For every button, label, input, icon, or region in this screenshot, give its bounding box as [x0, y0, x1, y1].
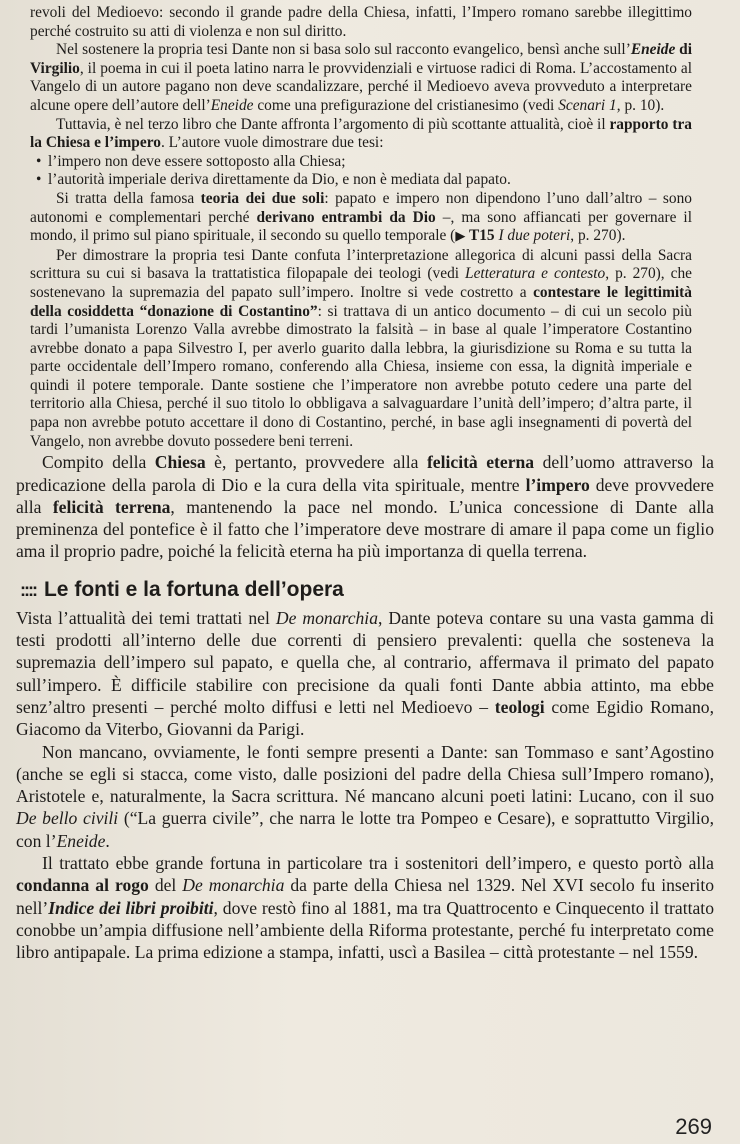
list-item: • l’impero non deve essere sottoposto alla Chiesa; — [48, 153, 692, 172]
list-item: • l’autorità imperiale deriva direttamente da Dio, e non è mediata dal papato. — [48, 171, 692, 190]
paragraph-4: Per dimostrare la propria tesi Dante confuta l’interpretazione allegorica di alcuni passi della Sacra scrittura su cui si basava la trattatistica filopapale dei teologi (vedi Letteratura e contesto, p. 270), che sostenevano la supremazia del papato sull’impero. Inoltre si vede costretto a contestare le legittimità della cosiddetta “donazione di Costantino”: si trattava di un antico documento – di cui un secolo più tardi l’umanista Lorenzo Valla avrebbe dimostrato la falsità – in base al quale l’imperatore Costantino avrebbe donato a papa Silvestro I, per averlo guarito dalla lebbra, la giurisdizione su Roma e su tutta la parte occidentale dell’Impero romano, conferendo alla Chiesa, insieme con essa, la dignità imperiale e quindi il potere temporale. Dante sostiene che l’imperatore non avrebbe potuto cedere una parte del territorio alla Chiesa, perché il suo titolo lo obbligava a salvaguardare l’unità dell’impero; d’altra parte, il papa non avrebbe potuto accettare il dono di Costantino, perché, in base agli insegnamenti di povertà del Vangelo, non avrebbe dovuto possedere beni terreni. — [30, 246, 693, 450]
page-number: 269 — [675, 1114, 712, 1139]
paragraph-6: Vista l’attualità dei temi trattati nel De monarchia, Dante poteva contare su una vasta gamma di testi prodotti all’interno delle due correnti di pensiero prevalenti: quella che sosteneva la supremazia dell’impero sul papato, e quella che, al contrario, affermava il primato del papato sull’impero. È difficile stabilire con precisione da quali fonti Dante abbia attinto, ma ebbe senz’altro presenti – perché molto diffusi e letti nel Medioevo – teologi come Egidio Romano, Giacomo da Viterbo, Giovanni da Parigi. — [16, 607, 714, 740]
paragraph-5: Compito della Chiesa è, pertanto, provvedere alla felicità eterna dell’uomo attraverso la predicazione della parola di Dio e la cura della vita spirituale, mentre l’impero deve provvedere alla felicità terrena, mantenendo la pace nel mondo. L’unica concessione di Dante alla preminenza del pontefice è il fatto che l’imperatore deve mostrare di amare il papa come un figlio ama il proprio padre, poiché la felicità eterna ha più importanza di quella terrena. — [16, 452, 714, 562]
section-top — [12, 4, 714, 451]
page-text — [12, 4, 714, 963]
arrow-icon: ▶ — [455, 229, 466, 245]
paragraph-8: Il trattato ebbe grande fortuna in particolare tra i sostenitori dell’impero, e questo portò alla condanna al rogo del De monarchia da parte della Chiesa nel 1329. Nel XVI secolo fu inserito nell’Indice dei libri proibiti, dove restò fino al 1881, ma tra Quattrocento e Cinquecento il trattato conobbe un’ampia diffusione nell’ambiente della Riforma protestante, perché fu interpretato come libro antipapale. La prima edizione a stampa, infatti, uscì a Basilea – città protestante – nel 1559. — [16, 853, 715, 963]
section-heading — [20, 577, 714, 603]
heading-text: Le fonti e la fortuna dell’opera — [43, 577, 344, 601]
section-bottom — [12, 451, 714, 963]
crossref-link[interactable]: T15 — [465, 227, 499, 245]
thesis-list — [30, 153, 692, 190]
paragraph-0: revoli del Medioevo: secondo il grande padre della Chiesa, infatti, l’Impero romano sarebbe illegittimo perché costruito su atti di violenza e non sul diritto. — [30, 4, 692, 40]
paragraph-2: Tuttavia, è nel terzo libro che Dante affronta l’argomento di più scottante attualità, cioè il rapporto tra la Chiesa e l’impero. L’autore vuole dimostrare due tesi: — [30, 115, 692, 152]
paragraph-7: Non mancano, ovviamente, le fonti sempre presenti a Dante: san Tommaso e sant’Agostino (anche se egli si stacca, come visto, dalle posizioni del padre della Chiesa sull’Impero romano), Aristotele e, naturalmente, la Sacra scrittura. Né mancano alcuni poeti latini: Lucano, con il suo De bello civili (“La guerra civile”, che narra le lotte tra Pompeo e Cesare), e soprattutto Virgilio, con l’Eneide. — [16, 741, 714, 851]
paragraph-1: Nel sostenere la propria tesi Dante non si basa solo sul racconto evangelico, bensì anche sull’Eneide di Virgilio, il poema in cui il poeta latino narra le provvidenziali e virtuose radici di Roma. L’accostamento al Vangelo di un autore pagano non deve scandalizzare, perché il Medioevo aveva provveduto a interpretare alcune opere dell’autore dell’Eneide come una prefigurazione del cristianesimo (vedi Scenari 1, p. 10). — [30, 41, 693, 114]
paragraph-3: Si tratta della famosa teoria dei due soli: papato e impero non dipendono l’uno dall’altro – sono autonomi e complementari perché derivano entrambi da Dio –, ma sono affiancati per governare il mondo, il primo sul piano spirituale, il secondo su quello temporale (▶ T15 I due poteri, p. 270). — [30, 189, 692, 245]
dots-icon: :::: — [20, 579, 36, 600]
